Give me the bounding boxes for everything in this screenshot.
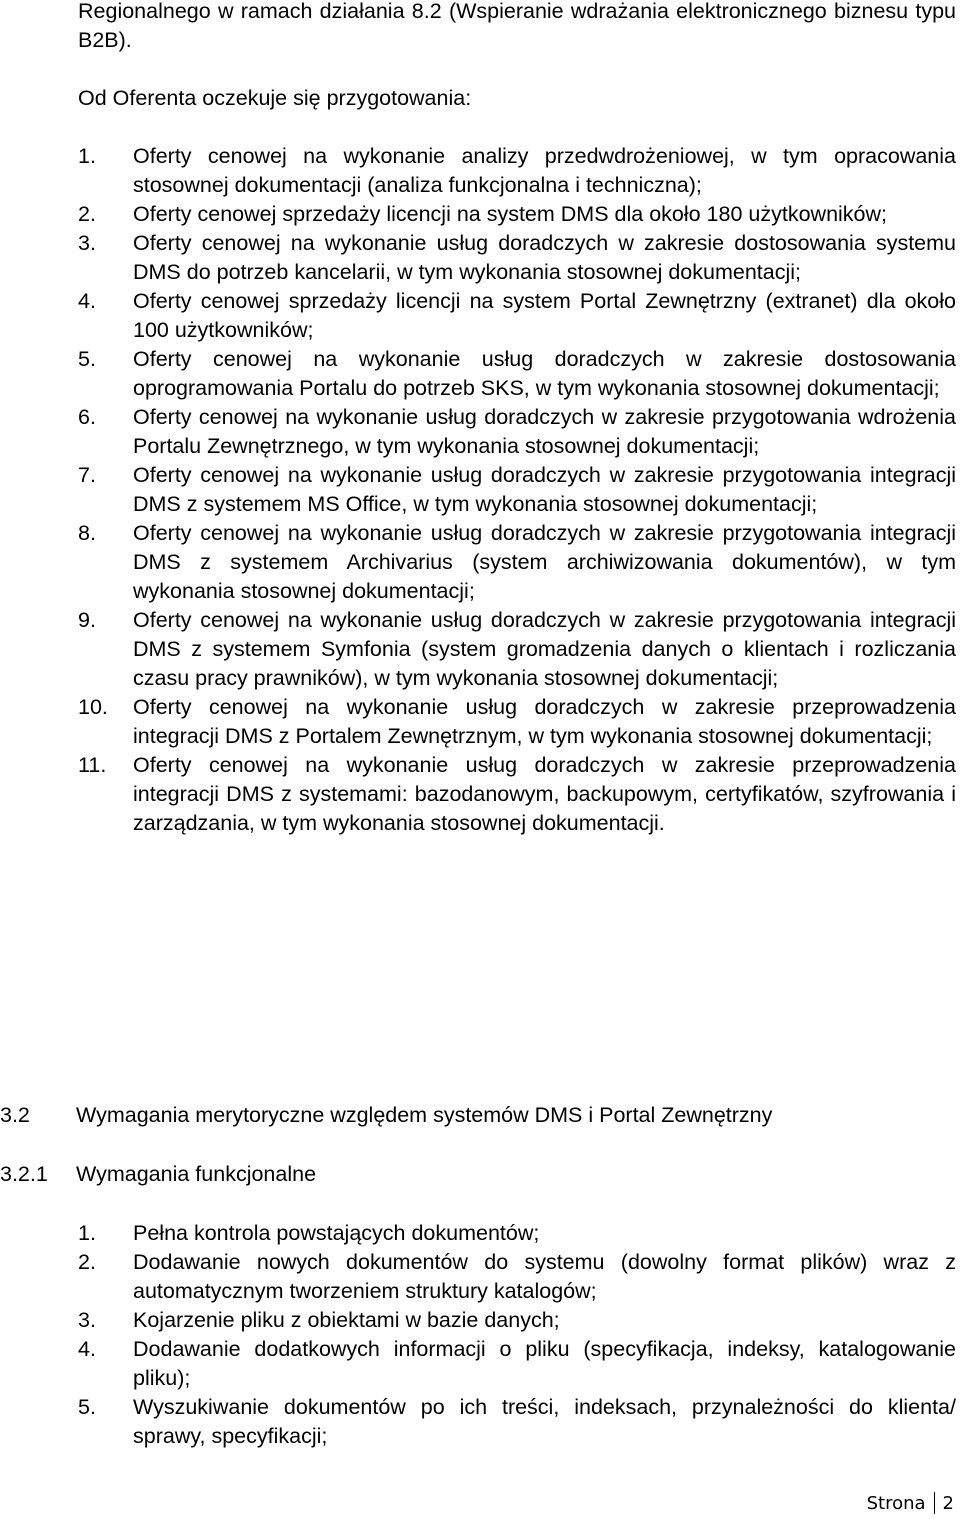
list-item-text: Oferty cenowej na wykonanie usług doradczych w zakresie przygotowania integracji DMS z systemem MS Office, w tym wykonania stosownej dokumentacji; bbox=[133, 463, 956, 516]
list-item-text: Oferty cenowej na wykonanie usług doradczych w zakresie przygotowania integracji DMS z systemem Archivarius (system archiwizowania dokumentów), w tym wykonania stosownej dokumentacji; bbox=[133, 521, 956, 603]
page-label: Strona bbox=[866, 1493, 926, 1514]
list-item-text: Wyszukiwanie dokumentów po ich treści, indeksach, przynależności do klienta/ sprawy, specyfikacji; bbox=[133, 1395, 956, 1448]
list-item bbox=[78, 1335, 956, 1393]
list-item-number: 1. bbox=[78, 144, 96, 168]
section-title: Wymagania merytoryczne względem systemów DMS i Portal Zewnętrzny bbox=[76, 1103, 773, 1127]
list-item bbox=[78, 606, 956, 693]
list-item-text: Oferty cenowej sprzedaży licencji na system DMS dla około 180 użytkowników; bbox=[133, 202, 888, 226]
section-number: 3.2.1 bbox=[0, 1162, 48, 1186]
list-item bbox=[78, 1248, 956, 1306]
list-item-text: Oferty cenowej sprzedaży licencji na system Portal Zewnętrzny (extranet) dla około 100 użytkowników; bbox=[133, 289, 956, 342]
offers-list bbox=[78, 142, 956, 838]
list-item-text: Kojarzenie pliku z obiektami w bazie danych; bbox=[133, 1308, 560, 1332]
section-title: Wymagania funkcjonalne bbox=[76, 1162, 317, 1186]
list-item bbox=[78, 751, 956, 838]
list-item bbox=[78, 229, 956, 287]
list-item bbox=[78, 403, 956, 461]
section-number: 3.2 bbox=[0, 1103, 30, 1127]
list-item-text: Oferty cenowej na wykonanie analizy przedwdrożeniowej, w tym opracowania stosownej dokumentacji (analiza funkcjonalna i techniczna); bbox=[133, 144, 956, 197]
list-item-number: 5. bbox=[78, 347, 96, 371]
list-item bbox=[78, 1306, 956, 1335]
list-item bbox=[78, 519, 956, 606]
list-item-text: Oferty cenowej na wykonanie usług doradczych w zakresie przygotowania wdrożenia Portalu Zewnętrznego, w tym wykonania stosownej dokumentacji; bbox=[133, 405, 956, 458]
requirements-list bbox=[78, 1219, 956, 1451]
list-item bbox=[78, 287, 956, 345]
list-item-number: 11. bbox=[78, 753, 107, 777]
list-item bbox=[78, 1393, 956, 1451]
list-item-number: 10. bbox=[78, 695, 108, 719]
list-item-text: Dodawanie dodatkowych informacji o pliku (specyfikacja, indeksy, katalogowanie pliku); bbox=[133, 1337, 956, 1390]
list-item-number: 1. bbox=[78, 1221, 96, 1245]
list-item-text: Oferty cenowej na wykonanie usług doradczych w zakresie przeprowadzenia integracji DMS z systemami: bazodanowym, backupowym, certyfikatów, szyfrowania i zarządzania, w tym wykonania stosownej dokumentacji. bbox=[133, 753, 956, 835]
list-item-text: Oferty cenowej na wykonanie usług doradczych w zakresie dostosowania oprogramowania Portalu do potrzeb SKS, w tym wykonania stosownej dokumentacji; bbox=[133, 347, 956, 400]
list-item-text: Oferty cenowej na wykonanie usług doradczych w zakresie przeprowadzenia integracji DMS z Portalem Zewnętrznym, w tym wykonania stosownej dokumentacji; bbox=[133, 695, 956, 748]
intro-continuation: Regionalnego w ramach działania 8.2 (Wspieranie wdrażania elektronicznego biznesu typu B2B). bbox=[78, 0, 956, 52]
intro-lead: Od Oferenta oczekuje się przygotowania: bbox=[78, 86, 472, 110]
list-item-number: 7. bbox=[78, 463, 96, 487]
list-item-number: 4. bbox=[78, 289, 96, 313]
list-item-number: 6. bbox=[78, 405, 96, 429]
list-item bbox=[78, 345, 956, 403]
list-item-number: 4. bbox=[78, 1337, 96, 1361]
list-item bbox=[78, 142, 956, 200]
list-item-number: 8. bbox=[78, 521, 96, 545]
list-item-text: Oferty cenowej na wykonanie usług doradczych w zakresie przygotowania integracji DMS z systemem Symfonia (system gromadzenia danych o klientach i rozliczania czasu pracy prawników), w tym wykonania stosownej dokumentacji; bbox=[133, 608, 956, 690]
page-footer bbox=[867, 1492, 954, 1516]
list-item-number: 3. bbox=[78, 1308, 96, 1332]
list-item bbox=[78, 461, 956, 519]
list-item-text: Pełna kontrola powstających dokumentów; bbox=[133, 1221, 540, 1245]
list-item-number: 5. bbox=[78, 1395, 96, 1419]
page-number: 2 bbox=[942, 1493, 954, 1514]
list-item bbox=[78, 693, 956, 751]
list-item-text: Oferty cenowej na wykonanie usług doradczych w zakresie dostosowania systemu DMS do potrzeb kancelarii, w tym wykonania stosownej dokumentacji; bbox=[133, 231, 956, 284]
list-item-number: 2. bbox=[78, 202, 96, 226]
list-item bbox=[78, 1219, 956, 1248]
list-item-text: Dodawanie nowych dokumentów do systemu (dowolny format plików) wraz z automatycznym tworzeniem struktury katalogów; bbox=[133, 1250, 956, 1303]
list-item-number: 3. bbox=[78, 231, 96, 255]
list-item-number: 2. bbox=[78, 1250, 96, 1274]
list-item bbox=[78, 200, 956, 229]
list-item-number: 9. bbox=[78, 608, 96, 632]
footer-divider bbox=[934, 1492, 935, 1514]
